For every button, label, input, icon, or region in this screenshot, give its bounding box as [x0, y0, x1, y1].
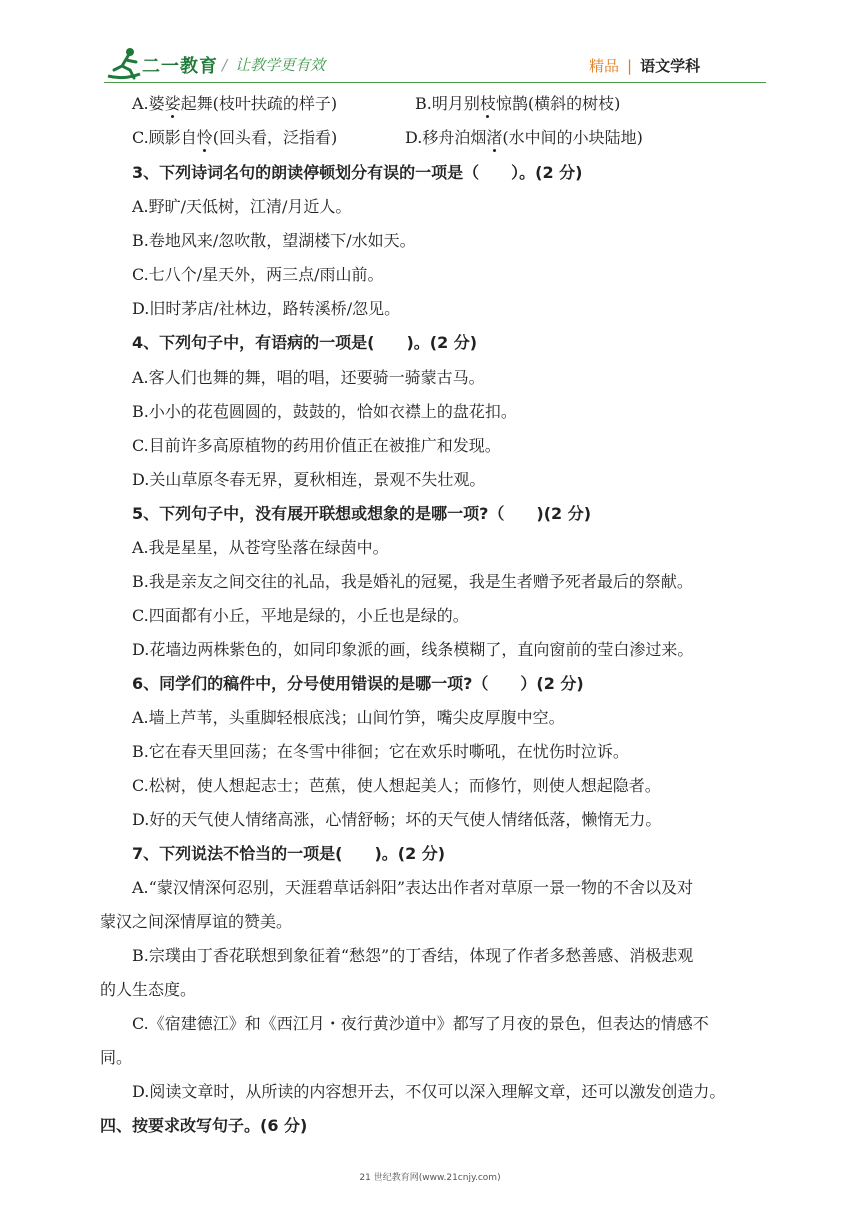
- question-7: 7、下列说法不恰当的一项是( )。(2 分): [132, 844, 446, 863]
- header-divider: [104, 82, 766, 83]
- option-line: C.《宿建德江》和《西江月・夜行黄沙道中》都写了月夜的景色，但表达的情感不: [132, 1014, 709, 1033]
- option-line: A.墙上芦苇，头重脚轻根底浅；山间竹笋，嘴尖皮厚腹中空。: [132, 708, 565, 727]
- option-line: A.野旷/天低树，江清/月近人。: [132, 197, 352, 216]
- brand-name: 二一教育: [142, 56, 218, 77]
- quality-tag: 精品: [589, 57, 620, 75]
- option-line: C.四面都有小丘，平地是绿的，小丘也是绿的。: [132, 606, 469, 625]
- option-line: C.七八个/星天外，两三点/雨山前。: [132, 265, 384, 284]
- question-5: 5、下列句子中，没有展开联想或想象的是哪一项?（ )(2 分): [132, 504, 592, 523]
- option-line: D.旧时茅店/社林边，路转溪桥/忽见。: [132, 299, 401, 318]
- brand-slogan: / 让教学更有效: [222, 56, 326, 74]
- page-header: [0, 0, 860, 90]
- option-line: B.小小的花苞圆圆的，鼓鼓的，恰如衣襟上的盘花扣。: [132, 402, 517, 421]
- page-footer: 21 世纪教育网(www.21cnjy.com): [359, 1173, 501, 1183]
- option-line: B.卷地风来/忽吹散，望湖楼下/水如天。: [132, 231, 416, 250]
- option-line: C.松树，使人想起志士；芭蕉，使人想起美人；而修竹，则使人想起隐者。: [132, 776, 661, 795]
- option-line: B.宗璞由丁香花联想到象征着“愁怨”的丁香结，体现了作者多愁善感、消极悲观: [132, 946, 694, 965]
- option-line: B.它在春天里回荡；在冬雪中徘徊；它在欢乐时嘶吼，在忧伤时泣诉。: [132, 742, 629, 761]
- option-line: 同。: [100, 1048, 133, 1067]
- option-line: B.明月别枝惊鹊(横斜的树枝): [415, 94, 621, 113]
- question-6: 6、同学们的稿件中，分号使用错误的是哪一项?（ ）(2 分): [132, 674, 584, 693]
- option-line: A.客人们也舞的舞，唱的唱，还要骑一骑蒙古马。: [132, 368, 485, 387]
- option-line: D.好的天气使人情绪高涨，心情舒畅；坏的天气使人情绪低落，懒惰无力。: [132, 810, 662, 829]
- subject-tag: 语文学科: [640, 57, 701, 75]
- question-4: 4、下列句子中，有语病的一项是( )。(2 分): [132, 333, 478, 352]
- option-line: D.关山草原冬春无界，夏秋相连，景观不失壮观。: [132, 470, 486, 489]
- question-3: 3、下列诗词名句的朗读停顿划分有误的一项是（ ）。(2 分): [132, 163, 583, 182]
- option-line: C.顾影自怜(回头看，泛指看): [132, 128, 338, 147]
- option-line: D.移舟泊烟渚(水中间的小块陆地): [405, 128, 643, 147]
- option-line: A.婆娑起舞(枝叶扶疏的样子): [132, 94, 338, 113]
- option-line: 的人生态度。: [100, 980, 197, 999]
- option-line: B.我是亲友之间交往的礼品，我是婚礼的冠冕，我是生者赠予死者最后的祭献。: [132, 572, 693, 591]
- option-line: 蒙汉之间深情厚谊的赞美。: [100, 912, 293, 931]
- section-heading: 四、按要求改写句子。(6 分): [100, 1116, 308, 1135]
- option-line: D.花墙边两株紫色的，如同印象派的画，线条模糊了，直向窗前的莹白渗过来。: [132, 640, 694, 659]
- option-line: D.阅读文章时，从所读的内容想开去，不仅可以深入理解文章，还可以激发创造力。: [132, 1082, 726, 1101]
- option-line: A.我是星星，从苍穹坠落在绿茵中。: [132, 538, 389, 557]
- option-line: C.目前许多高原植物的药用价值正在被推广和发现。: [132, 436, 501, 455]
- option-line: A.“蒙汉情深何忍别，天涯碧草话斜阳”表达出作者对草原一景一物的不舍以及对: [132, 878, 694, 897]
- header-tags: 精品 | 语文学科: [589, 57, 701, 75]
